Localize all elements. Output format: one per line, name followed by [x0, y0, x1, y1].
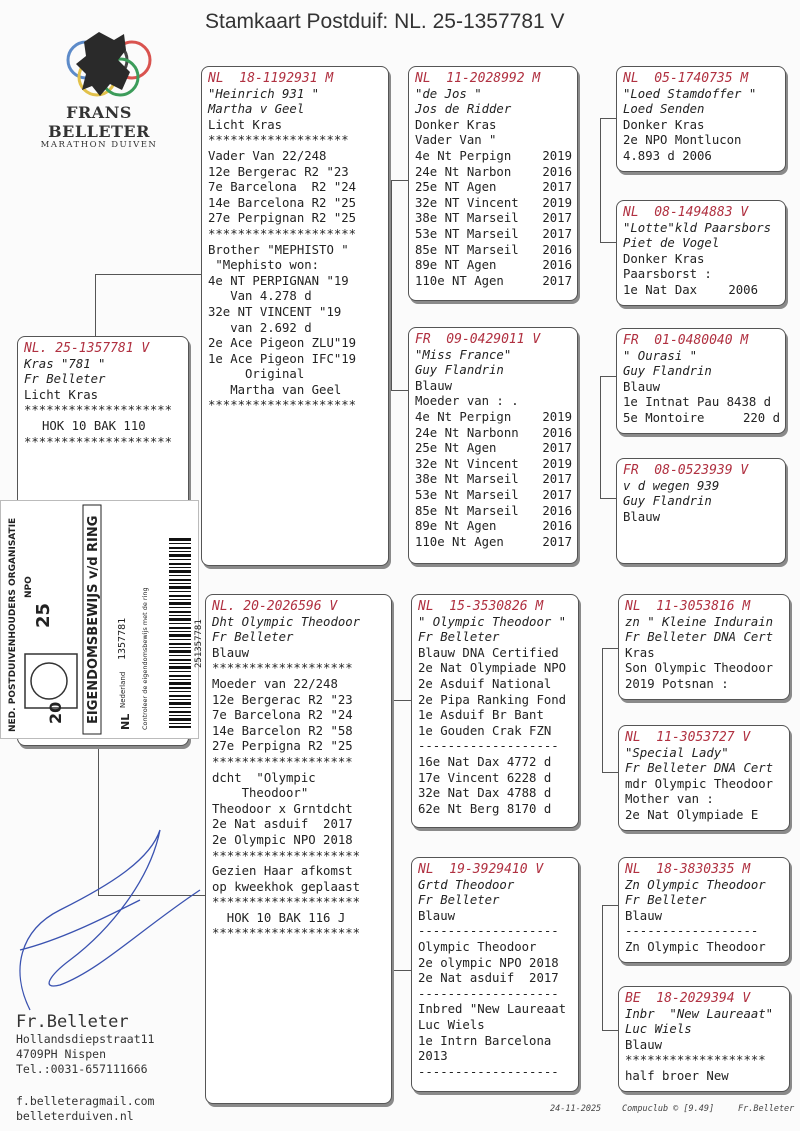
line: *******************	[625, 1053, 766, 1068]
sticker-org: NED. POSTDUIVENHOUDERS ORGANISATIE	[8, 517, 18, 732]
line: -------------------	[418, 739, 559, 754]
connector	[602, 1030, 619, 1031]
handwritten-signature	[0, 820, 210, 1020]
line: *******************	[212, 661, 353, 676]
breeder: Martha v Geel	[208, 102, 305, 117]
connector	[600, 242, 617, 243]
ring-number: NL 19-3929410 V	[418, 862, 544, 877]
result-row: 5e Montoire 220 d	[623, 410, 780, 425]
breeder: Fr Belleter	[418, 893, 500, 908]
dss-card	[618, 594, 790, 700]
line: Moeder van : .	[415, 394, 519, 409]
result-row: 53e Nt Marseil 2017	[415, 487, 572, 502]
sticker-number: 1357781	[117, 617, 128, 660]
barcode-number: 251357781	[194, 619, 204, 668]
pigeon-name: "de Jos "	[415, 86, 482, 101]
line: 27e Perpignan R2 "25	[208, 211, 357, 226]
connector	[393, 700, 411, 701]
line: 7e Barcelona R2 "24	[212, 708, 353, 723]
ring-number: NL 11-3053727 V	[625, 730, 751, 745]
line: Original	[208, 367, 305, 382]
connector	[95, 274, 96, 336]
pigeon-name: " Olympic Theodoor "	[418, 614, 567, 629]
line: -------------------	[418, 986, 559, 1001]
line: 17e Vincent 6228 d	[418, 770, 552, 785]
pigeon-name: zn " Kleine Indurain	[625, 614, 774, 629]
pigeon-name: "Miss France"	[415, 347, 512, 362]
line: 4.893 d 2006	[623, 148, 712, 163]
ring-number: FR 09-0429011 V	[415, 332, 541, 347]
line: Theodoor"	[212, 786, 309, 801]
line: 2e Pipa Ranking Fond	[418, 692, 567, 707]
connector	[600, 498, 617, 499]
line: dcht "Olympic	[212, 770, 316, 785]
sss-card	[616, 66, 786, 172]
line: -------------------	[418, 1064, 559, 1079]
line: *******************	[208, 133, 349, 148]
color: Donker Kras	[415, 117, 497, 132]
line: Mother van :	[625, 792, 714, 807]
sds-card	[616, 328, 786, 434]
breeder: Guy Flandrin	[415, 363, 504, 378]
breeder: Fr Belleter DNA Cert	[625, 630, 774, 645]
owner-name: Fr.Belleter	[16, 1012, 129, 1032]
line: Inbred "New Laureaat	[418, 1002, 567, 1017]
separator: ********************	[24, 434, 173, 449]
result-row: 4e Nt Perpign 2019	[415, 409, 572, 424]
result-row: 110e Nt Agen 2017	[415, 534, 572, 549]
line: 12e Bergerac R2 "23	[212, 692, 353, 707]
connector	[600, 376, 601, 498]
print-date: 24-11-2025	[550, 1104, 602, 1114]
owner-short: Fr.Belleter	[738, 1104, 795, 1114]
logo-line2: MARATHON DUIVEN	[40, 140, 158, 150]
color: Blauw	[212, 645, 250, 660]
connector	[98, 735, 99, 895]
ring-number: NL 11-3053816 M	[625, 599, 751, 614]
line: ********************	[212, 848, 361, 863]
line: ********************	[208, 226, 357, 241]
color: Blauw	[625, 1037, 663, 1052]
color: Blauw	[623, 509, 661, 524]
pigeon-name: Kras "781 "	[24, 356, 106, 371]
ssd-card	[616, 200, 786, 306]
ring-number: FR 01-0480040 M	[623, 333, 749, 348]
dam-card	[205, 594, 392, 1104]
line: Son Olympic Theodoor	[625, 661, 774, 676]
connector	[95, 274, 206, 275]
ring-number: NL 18-3830335 M	[625, 862, 751, 877]
line: 2e olympic NPO 2018	[418, 955, 559, 970]
breeder: Fr Belleter	[418, 630, 500, 645]
dam-dam-card	[411, 857, 579, 1092]
owner-address1: Hollandsdiepstraat11	[16, 1032, 155, 1046]
line: half broer New	[625, 1068, 729, 1083]
pigeon-name: " Ourasi "	[623, 348, 698, 363]
sticker-year-a: 20	[46, 701, 65, 724]
sire-dam-card	[408, 327, 578, 564]
line: 12e Bergerac R2 "23	[208, 164, 349, 179]
line: 2e NPO Montlucon	[623, 133, 742, 148]
line: 2013	[418, 1049, 448, 1064]
hok: HOK 10 BAK 110	[42, 418, 146, 433]
line: Theodoor x Grntdcht	[212, 801, 353, 816]
pigeon-name: "Heinrich 931 "	[208, 86, 320, 101]
line: Brother "MEPHISTO "	[208, 242, 349, 257]
line: Zn Olympic Theodoor	[625, 939, 766, 954]
line: 1e Gouden Crak FZN	[418, 723, 552, 738]
owner-email[interactable]: f.belleteragmail.com	[16, 1094, 155, 1108]
result-row: 4e Nt Perpign 2019	[415, 148, 572, 163]
line: 62e Nt Berg 8170 d	[418, 801, 552, 816]
line: 14e Barcelona R2 "25	[208, 195, 357, 210]
pigeon-name: "Lotte"kld Paarsbors	[623, 220, 772, 235]
line: 2e Asduif National	[418, 676, 552, 691]
line: 1e Asduif Br Bant	[418, 708, 544, 723]
connector	[602, 648, 619, 649]
sticker-region: Nederland	[119, 671, 127, 708]
connector	[98, 895, 207, 896]
pigeon-name: "Special Lady"	[625, 745, 729, 760]
color: Kras	[625, 645, 655, 660]
connector	[391, 180, 409, 181]
dsd-card	[618, 725, 790, 831]
color: Blauw	[623, 379, 661, 394]
line: 16e Nat Dax 4772 d	[418, 754, 552, 769]
line: 32e NT VINCENT "19	[208, 304, 342, 319]
certificate-graphic	[1, 501, 204, 738]
result-row: 32e Nt Vincent 2019	[415, 456, 572, 471]
line: Paarsborst :	[623, 267, 712, 282]
software-credit: Compuclub © [9.49]	[622, 1104, 715, 1114]
breeder: Fr Belleter	[212, 630, 294, 645]
ring-number: BE 18-2029394 V	[625, 991, 751, 1006]
color: Blauw	[625, 908, 663, 923]
sire-sire-card	[408, 66, 578, 301]
breeder: Fr Belleter	[625, 893, 707, 908]
line: Olympic Theodoor	[418, 939, 537, 954]
line: 2e Olympic NPO 2018	[212, 832, 353, 847]
line: -------------------	[418, 924, 559, 939]
line: 7e Barcelona R2 "24	[208, 180, 357, 195]
connector	[393, 700, 394, 970]
ddd-card	[618, 986, 790, 1092]
color: Blauw	[418, 908, 456, 923]
breeder: Jos de Ridder	[415, 102, 512, 117]
connector	[600, 376, 617, 377]
line: HOK 10 BAK 116 J	[212, 910, 346, 925]
line: op kweekhok geplaast	[212, 879, 361, 894]
line: ------------------	[625, 924, 759, 939]
breeder: Loed Senden	[623, 102, 705, 117]
connector	[602, 648, 603, 772]
breeder: Guy Flandrin	[623, 364, 712, 379]
line: 2e Nat Olympiade E	[625, 807, 759, 822]
result-row: 85e Nt Marseil 2016	[415, 503, 572, 518]
line: 14e Barcelon R2 "58	[212, 723, 353, 738]
color: Blauw DNA Certified	[418, 645, 559, 660]
connector	[600, 118, 617, 119]
color: Licht Kras	[208, 117, 283, 132]
ownership-certificate-sticker	[0, 500, 204, 739]
line: "Mephisto won:	[208, 258, 320, 273]
owner-tel: Tel.:0031-657111666	[16, 1062, 148, 1076]
result-row: 38e Nt Marseil 2017	[415, 472, 572, 487]
color: Blauw	[415, 378, 453, 393]
breeder: Piet de Vogel	[623, 236, 720, 251]
sdd-card	[616, 458, 786, 564]
pigeon-name: Zn Olympic Theodoor	[625, 877, 766, 892]
owner-links	[16, 1094, 154, 1124]
pigeon-name: "Loed Stamdoffer "	[623, 86, 757, 101]
result-row: 24e Nt Narbon 2016	[415, 164, 572, 179]
ring-number: NL 18-1192931 M	[208, 71, 334, 86]
color: mdr Olympic Theodoor	[625, 776, 774, 791]
result-row: 32e NT Vincent 2019	[415, 195, 572, 210]
result-row: 25e NT Agen 2017	[415, 180, 572, 195]
result-row: 1e Intnat Pau 8438 d	[623, 395, 772, 410]
line: van 2.692 d	[208, 320, 312, 335]
color: Licht Kras	[24, 387, 99, 402]
line: 27e Perpigna R2 "25	[212, 739, 353, 754]
ring-number: NL. 25-1357781 V	[24, 341, 150, 356]
line: ********************	[212, 895, 361, 910]
owner-address2: 4709PH Nispen	[16, 1047, 107, 1061]
breeder: Guy Flandrin	[623, 494, 712, 509]
line: ********************	[212, 926, 361, 941]
line: 2e Nat asduif 2017	[212, 817, 353, 832]
sticker-country: NL	[119, 713, 132, 730]
dam-sire-card	[411, 594, 579, 828]
line: 4e NT PERPIGNAN "19	[208, 273, 349, 288]
line: 2e Ace Pigeon ZLU"19	[208, 336, 357, 351]
result-row: 53e NT Marseil 2017	[415, 226, 572, 241]
pigeon-name: v d wegen 939	[623, 478, 720, 493]
connector	[602, 905, 619, 906]
line: 1e Ace Pigeon IFC"19	[208, 351, 357, 366]
color: Donker Kras	[623, 251, 705, 266]
owner-website[interactable]: belleterduiven.nl	[16, 1109, 134, 1123]
sticker-year-b: 25	[33, 602, 54, 628]
line: 2019 Potsnan :	[625, 676, 729, 691]
pigeon-name: Inbr "New Laureaat"	[625, 1006, 774, 1021]
sticker-note: Controleer de eigendomsbewijs met de ring	[141, 587, 149, 730]
result-row: 110e NT Agen 2017	[415, 273, 572, 288]
result-row: 24e Nt Narbonn 2016	[415, 425, 572, 440]
connector	[391, 390, 409, 391]
connector	[393, 970, 411, 971]
sticker-title: EIGENDOMSBEWIJS v/d RING	[86, 515, 101, 724]
owner-block	[16, 1012, 154, 1077]
dds-card	[618, 857, 790, 963]
line: 1e Intrn Barcelona	[418, 1033, 552, 1048]
line: 32e Nat Dax 4788 d	[418, 786, 552, 801]
line: Martha van Geel	[208, 382, 342, 397]
connector	[600, 118, 601, 242]
line: Vader Van "	[415, 133, 497, 148]
line: Gezien Haar afkomst	[212, 864, 353, 879]
result-row: 85e NT Marseil 2016	[415, 242, 572, 257]
pigeon-name: Dht Olympic Theodoor	[212, 614, 361, 629]
color: Donker Kras	[623, 117, 705, 132]
logo-line1: FRANS BELLETER	[48, 103, 150, 141]
ring-number: NL 15-3530826 M	[418, 599, 544, 614]
ring-number: NL 11-2028992 M	[415, 71, 541, 86]
pigeon-name: Grtd Theodoor	[418, 877, 515, 892]
breeder: Fr Belleter DNA Cert	[625, 761, 774, 776]
breeder: Luc Wiels	[625, 1022, 692, 1037]
line: Moeder van 22/248	[212, 676, 338, 691]
page-title: Stamkaart Postduif: NL. 25-1357781 V	[205, 10, 565, 33]
line: 2e Nat Olympiade NPO	[418, 661, 567, 676]
separator: ********************	[24, 403, 173, 418]
line: *******************	[212, 754, 353, 769]
connector	[602, 905, 603, 1030]
result-row: 1e Nat Dax 2006	[623, 282, 758, 297]
line: Luc Wiels	[418, 1017, 485, 1032]
line: ********************	[208, 398, 357, 413]
line: Vader Van 22/248	[208, 148, 327, 163]
connector	[391, 180, 392, 390]
ring-number: NL 05-1740735 M	[623, 71, 749, 86]
connector	[602, 772, 619, 773]
ring-number: NL. 20-2026596 V	[212, 599, 338, 614]
ring-number: NL 08-1494883 V	[623, 205, 749, 220]
result-row: 89e Nt Agen 2016	[415, 519, 572, 534]
ring-number: FR 08-0523939 V	[623, 463, 749, 478]
result-row: 25e Nt Agen 2017	[415, 441, 572, 456]
result-row: 38e NT Marseil 2017	[415, 211, 572, 226]
line: Van 4.278 d	[208, 289, 312, 304]
result-row: 89e NT Agen 2016	[415, 258, 572, 273]
sticker-logo-letters: NPO	[24, 576, 34, 598]
logo-text	[14, 103, 184, 150]
breeder: Fr Belleter	[24, 372, 106, 387]
sire-card	[201, 66, 389, 566]
line: 2e Nat asduif 2017	[418, 971, 559, 986]
